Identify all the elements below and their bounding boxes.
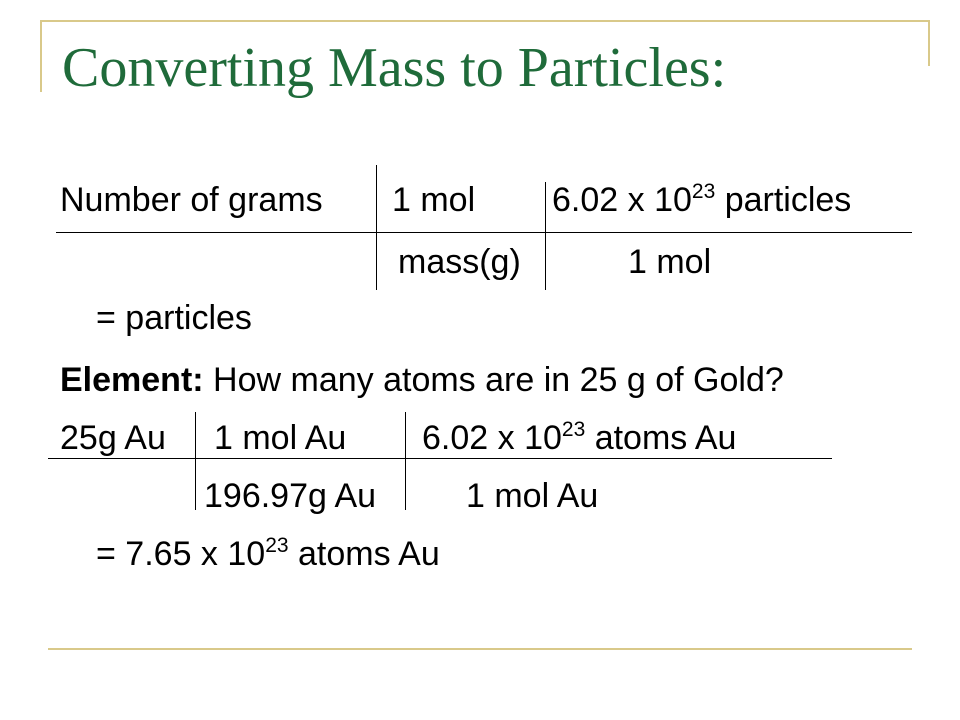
example-result-exponent: 23 [265, 534, 289, 557]
general-factor2-denominator: 1 mol [628, 243, 712, 281]
example-factor2-numerator [422, 418, 736, 458]
example-result-base: = 7.65 x 10 [96, 535, 266, 573]
general-factor1-denominator: mass(g) [398, 243, 521, 281]
example-question: How many atoms are in 25 g of Gold? [213, 361, 784, 399]
example-divider-1 [195, 412, 196, 510]
example-factor2-exponent: 23 [561, 418, 586, 441]
general-result: = particles [96, 299, 252, 337]
frame-left-line [40, 20, 42, 92]
example-start-text: 25g Au [60, 419, 166, 457]
example-question-line [60, 360, 784, 400]
general-divider-1 [376, 165, 377, 290]
general-factor2-numerator [552, 180, 851, 220]
frame-right-line [928, 20, 930, 66]
general-start-text: Number of grams [60, 181, 323, 219]
example-factor1-numerator: 1 mol Au [214, 419, 347, 457]
general-fraction-line [56, 232, 912, 233]
example-factor2-base: 6.02 x 10 [422, 419, 562, 457]
frame-top-line [40, 20, 930, 22]
slide-title: Converting Mass to Particles: [62, 37, 727, 99]
example-result [96, 534, 440, 574]
example-label: Element: [60, 361, 204, 399]
example-factor1-denominator: 196.97g Au [204, 477, 377, 515]
example-result-tail: atoms Au [298, 535, 440, 573]
example-factor2-denominator: 1 mol Au [466, 477, 599, 515]
example-factor2-tail: atoms Au [594, 419, 737, 457]
general-factor2-tail: particles [724, 181, 852, 219]
example-divider-2 [405, 412, 406, 510]
general-factor2-base: 6.02 x 10 [552, 181, 692, 219]
general-factor2-exponent: 23 [691, 180, 716, 203]
frame-bottom-line [48, 648, 912, 650]
general-divider-2 [545, 182, 546, 290]
general-factor1-numerator: 1 mol [392, 181, 476, 219]
example-fraction-line [48, 458, 832, 459]
